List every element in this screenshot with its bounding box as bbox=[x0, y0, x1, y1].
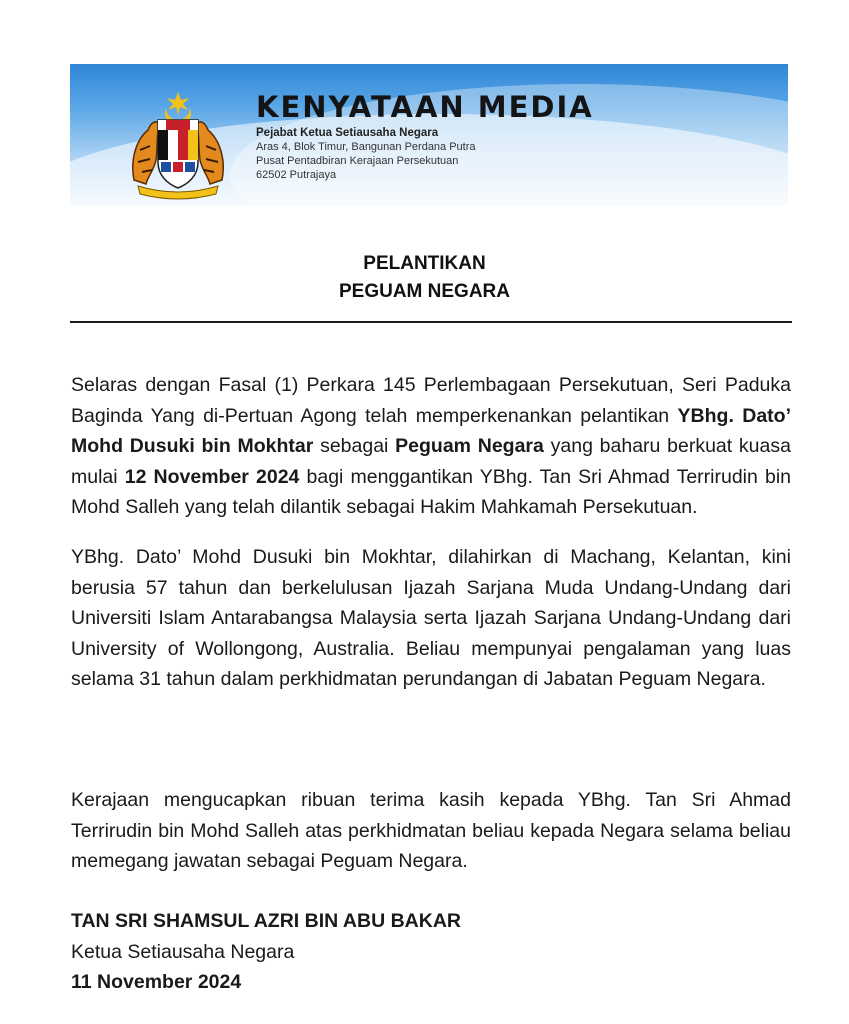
malaysia-coat-of-arms-icon bbox=[128, 90, 228, 200]
signatory-name: TAN SRI SHAMSUL AZRI BIN ABU BAKAR bbox=[71, 910, 461, 932]
document-title bbox=[0, 250, 849, 306]
banner-address-line: Aras 4, Blok Timur, Bangunan Perdana Putra bbox=[256, 141, 476, 153]
paragraph-text: Selaras dengan Fasal (1) Perkara 145 Perlembagaan Persekutuan, Seri Paduka Baginda Yang di-Pertuan Agong telah memperkenankan pelantikan bbox=[71, 374, 791, 427]
banner-text-block bbox=[256, 90, 594, 182]
document-title-line: PEGUAM NEGARA bbox=[338, 281, 510, 302]
signatory-position: Ketua Setiausaha Negara bbox=[71, 940, 295, 963]
signature-block bbox=[71, 906, 461, 998]
paragraph-text: bagi menggantikan YBhg. Tan Sri Ahmad Terrirudin bin Mohd Salleh yang telah dilantik sebagai Hakim Mahkamah Persekutuan. bbox=[71, 465, 791, 518]
paragraph-bold-text: 12 November 2024 bbox=[124, 465, 300, 488]
paragraph-bold-text: Peguam Negara bbox=[395, 435, 544, 457]
paragraph-thanks: Kerajaan mengucapkan ribuan terima kasih kepada YBhg. Tan Sri Ahmad Terrirudin bin Mohd Salleh atas perkhidmatan beliau kepada Negara selama beliau memegang jawatan sebagai Peguam Negara. bbox=[71, 789, 791, 872]
paragraph-text: yang baharu berkuat kuasa mulai bbox=[71, 435, 791, 488]
document-title-line: PELANTIKAN bbox=[363, 253, 486, 274]
banner-office: Pejabat Ketua Setiausaha Negara bbox=[256, 127, 439, 139]
banner-address-line: 62502 Putrajaya bbox=[256, 169, 337, 181]
paragraph-bold-text: YBhg. Dato’ Mohd Dusuki bin Mokhtar bbox=[71, 404, 792, 457]
paragraph-text: sebagai bbox=[313, 435, 396, 457]
banner-title: KENYATAAN MEDIA bbox=[256, 90, 594, 124]
header-banner bbox=[70, 64, 788, 206]
paragraph-appointment bbox=[71, 370, 791, 523]
paragraph-biography: YBhg. Dato’ Mohd Dusuki bin Mokhtar, dilahirkan di Machang, Kelantan, kini berusia 57 tahun dan berkelulusan Ijazah Sarjana Muda Undang-Undang dari Universiti Islam Antarabangsa Malaysia serta Ijazah Sarjana Undang-Undang dari University of Wollongong, Australia. Beliau mempunyai pengalaman yang luas selama 31 tahun dalam perkhidmatan perundangan di Jabatan Peguam Negara. bbox=[71, 546, 791, 690]
statement-date: 11 November 2024 bbox=[71, 971, 242, 993]
banner-address-line: Pusat Pentadbiran Kerajaan Persekutuan bbox=[256, 155, 459, 167]
title-divider bbox=[70, 321, 792, 323]
